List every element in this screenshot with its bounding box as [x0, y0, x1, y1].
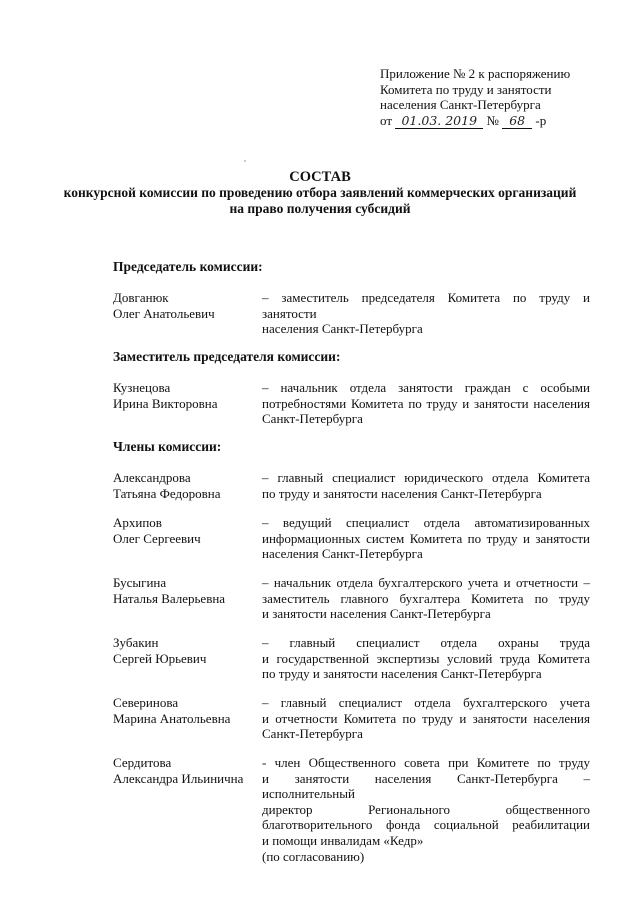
appendix-line-2: Комитета по труду и занятости [380, 81, 552, 97]
person-name-block [113, 380, 217, 411]
appendix-line-3: населения Санкт-Петербурга [380, 97, 541, 112]
person-surname: Архипов [113, 515, 162, 530]
role-line: благотворительного фонда социальной реабилитации [262, 817, 590, 833]
person-surname: Кузнецова [113, 380, 171, 395]
person-role [262, 380, 590, 427]
from-label: от [380, 112, 393, 128]
person-surname: Северинова [113, 695, 179, 710]
person-given-name: Марина Анатольевна [113, 710, 231, 726]
person-name-block [113, 695, 230, 726]
person-name-block [113, 755, 243, 786]
person-role [262, 635, 590, 682]
person-role [262, 290, 590, 337]
title-line-3: на право получения субсидий [229, 201, 411, 216]
role-line: – главный специалист отдела охраны труда [262, 635, 590, 650]
section-members: Члены комиссии: [113, 439, 222, 454]
person-given-name: Сергей Юрьевич [113, 650, 207, 666]
role-line: и занятости населения Санкт-Петербурга – исполнительный [262, 770, 590, 802]
person-surname: Зубакин [113, 635, 159, 650]
person-given-name: Наталья Валерьевна [113, 590, 226, 606]
person-name-block [113, 635, 206, 666]
handwritten-number: 68 [502, 113, 532, 130]
person-role [262, 695, 590, 742]
appendix-line-1: Приложение № 2 к распоряжению [380, 66, 571, 81]
role-line: - член Общественного совета при Комитете по труду [262, 755, 590, 770]
scan-dot [244, 160, 246, 162]
person-surname: Бусыгина [113, 575, 167, 590]
role-line: по труду и занятости населения Санкт-Петербурга [262, 485, 542, 501]
person-role [262, 515, 590, 562]
role-line: и занятости населения Санкт-Петербурга [262, 606, 491, 622]
section-chairman: Председатель комиссии: [113, 259, 263, 274]
person-name-block [113, 470, 220, 501]
person-given-name: Татьяна Федоровна [113, 485, 221, 501]
role-line: информационных систем Комитета по труду и занятости [262, 530, 590, 546]
title-line-2: конкурсной комиссии по проведению отбора заявлений коммерческих организаций [63, 185, 577, 200]
person-given-name: Ирина Викторовна [113, 395, 218, 411]
role-line: – заместитель председателя Комитета по труду и занятости [262, 290, 590, 321]
role-line: – главный специалист отдела бухгалтерского учета [262, 695, 590, 710]
person-given-name: Александра Ильинична [113, 770, 244, 786]
document-title [0, 169, 640, 217]
role-line: населения Санкт-Петербурга [262, 546, 423, 562]
role-line: и помощи инвалидам «Кедр» [262, 832, 424, 848]
person-name-block [113, 575, 225, 606]
section-deputy: Заместитель председателя комиссии: [113, 349, 341, 364]
appendix-date-line [380, 113, 570, 130]
person-role [262, 575, 590, 622]
person-surname: Сердитова [113, 755, 172, 770]
role-line: (по согласованию) [262, 848, 365, 864]
role-line: населения Санкт-Петербурга [262, 321, 423, 337]
role-line: и отчетности Комитета по труду и занятости населения [262, 710, 590, 726]
number-label: № [486, 112, 499, 128]
person-given-name: Олег Сергеевич [113, 530, 201, 546]
role-line: – главный специалист юридического отдела Комитета [262, 470, 590, 485]
person-role [262, 755, 590, 864]
role-line: Санкт-Петербурга [262, 726, 363, 742]
person-role [262, 470, 590, 501]
person-name-block [113, 515, 201, 546]
role-line: заместитель главного бухгалтера Комитета по труду [262, 590, 590, 606]
role-line: – начальник отдела бухгалтерского учета и отчетности – [262, 575, 590, 590]
role-line: Санкт-Петербурга [262, 411, 363, 427]
role-line: и государственной экспертизы условий труда Комитета [262, 650, 590, 666]
role-line: – ведущий специалист отдела автоматизированных [262, 515, 590, 530]
role-line: директор Регионального общественного [262, 801, 590, 817]
role-line: – начальник отдела занятости граждан с особыми [262, 380, 590, 395]
person-surname: Александрова [113, 470, 191, 485]
role-line: по труду и занятости населения Санкт-Петербурга [262, 666, 542, 682]
appendix-header [380, 66, 570, 129]
person-given-name: Олег Анатольевич [113, 305, 215, 321]
person-name-block [113, 290, 215, 321]
person-surname: Довганюк [113, 290, 169, 305]
title-heading: СОСТАВ [289, 169, 351, 185]
role-line: потребностями Комитета по труду и занятости населения [262, 395, 590, 411]
number-suffix: -р [535, 112, 547, 128]
handwritten-date: 01.03. 2019 [395, 113, 483, 130]
